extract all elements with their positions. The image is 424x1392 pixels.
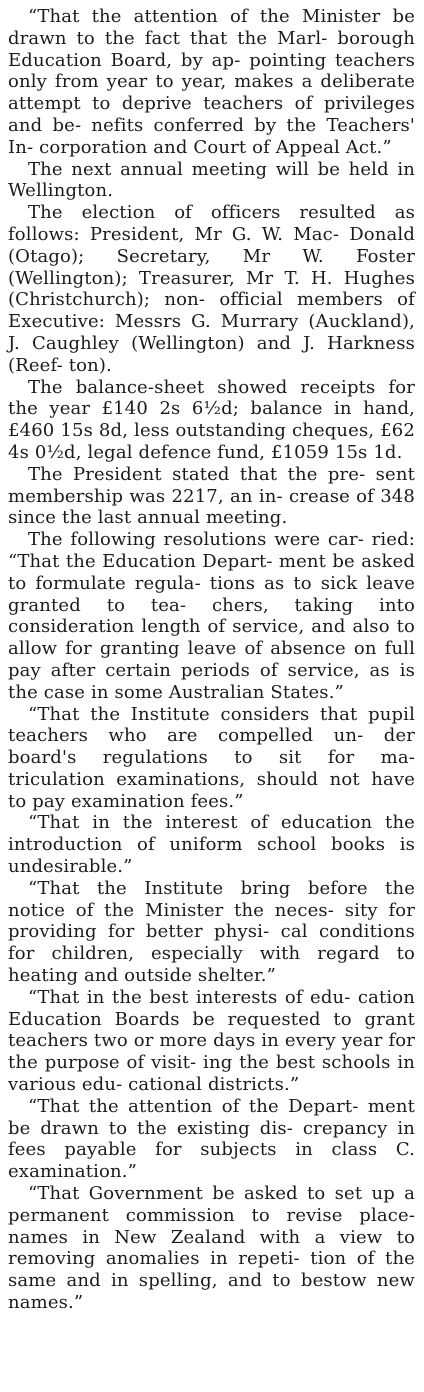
- resolution-examination-fees: “That the Institute considers that pupil teachers who are compelled un- der board's regulations to sit for ma- triculation examinations, should not have to pay examination fees.”: [8, 703, 415, 812]
- resolution-place-names: “That Government be asked to set up a permanent commission to revise place-names in New Zealand with a view to removing anomalies in repeti- tion of the same and in spelling, and to bestow new names.”: [8, 1183, 415, 1314]
- next-meeting-paragraph: The next annual meeting will be held in Wellington.: [8, 158, 415, 202]
- membership-paragraph: The President stated that the pre- sent membership was 2217, an in- crease of 348 since the last annual meeting.: [8, 463, 415, 529]
- balance-sheet-paragraph: The balance-sheet showed receipts for the year £140 2s 6½d; balance in hand, £460 15s 8d, less outstanding cheques, £62 4s 0½d, legal defence fund, £1059 15s 1d.: [8, 376, 415, 463]
- officer-election-paragraph: The election of officers resulted as follows: President, Mr G. W. Mac- Donald (Otago); Secretary, Mr W. Foster (Wellington); Treasurer, Mr T. H. Hughes (Christchurch); non- official members of Executive: Messrs G. Murrary (Auckland), J. Caughley (Wellington) and J. Harkness (Reef- ton).: [8, 202, 415, 376]
- resolution-marlborough-board: “That the attention of the Minister be drawn to the fact that the Marl- borough Education Board, by ap- pointing teachers only from year to year, makes a deliberate attempt to deprive teachers of privileges and be- nefits conferred by the Teachers' In- corporation and Court of Appeal Act.”: [8, 6, 415, 158]
- resolution-physical-conditions: “That the Institute bring before the notice of the Minister the neces- sity for providing for better physi- cal conditions for children, especially with regard to heating and outside shelter.”: [8, 877, 415, 987]
- resolution-school-visits: “That in the best interests of edu- cation Education Boards be requested to grant teachers two or more days in every year for the purpose of visit- ing the best schools in various edu- cational districts.”: [8, 986, 415, 1096]
- resolution-uniform-books: “That in the interest of education the introduction of uniform school books is undesirable.”: [8, 812, 415, 878]
- resolution-sick-leave: The following resolutions were car- ried: “That the Education Depart- ment be asked to formulate regula- tions as to sick leave granted to tea- chers, taking into consideration length of service, and also to allow for granting leave of absence on full pay after certain periods of service, as is the case in some Australian States.”: [8, 529, 415, 703]
- resolution-class-c-fees: “That the attention of the Depart- ment be drawn to the existing dis- crepancy in fees payable for subjects in class C. examination.”: [8, 1095, 415, 1183]
